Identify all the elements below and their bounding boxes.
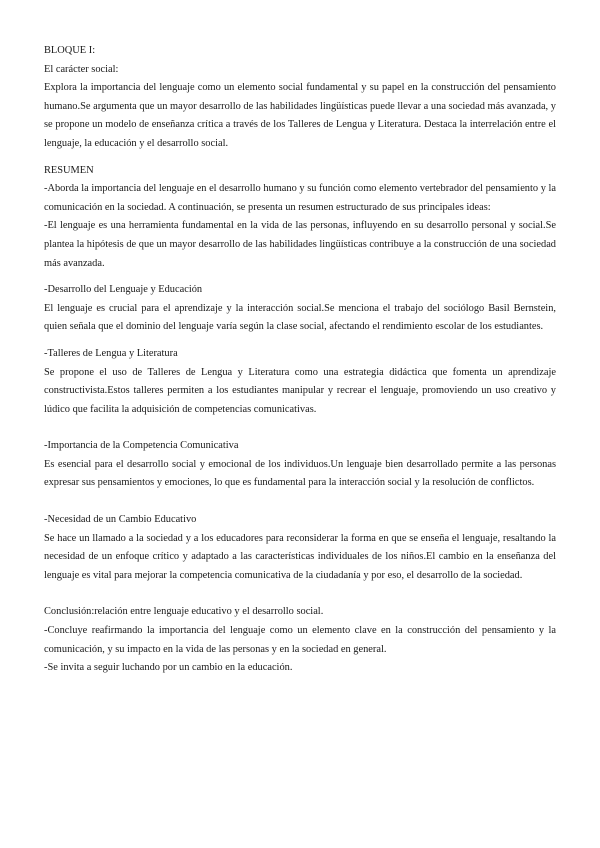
summary-point-paragraph: -El lenguaje es una herramienta fundamental en la vida de las personas, influyendo en su desarrollo personal y social.Se plantea la hipótesis de que un mayor desarrollo de las habilidades lingüísticas contribuye a la construcción de una sociedad más avanzada.: [44, 220, 556, 269]
conclusion-paragraph-1: -Concluye reafirmando la importancia del lenguaje como un elemento clave en la construcción del pensamiento y la comunicación, y su impacto en la vida de las personas y en la sociedad en general.: [44, 625, 556, 655]
section-workshops-paragraph: Se propone el uso de Talleres de Lengua y Literatura como una estrategia didáctica que fomenta un aprendizaje constructivista.Estos talleres permiten a los estudiantes manipular y recrear el lenguaje, promoviendo un uso creativo y lúdico que facilita la adquisición de competencias comunicativas.: [44, 366, 556, 415]
section-educational-change-title: -Necesidad de un Cambio Educativo: [44, 514, 197, 526]
character-title: El carácter social:: [44, 63, 119, 75]
section-communicative-competence-title: -Importancia de la Competencia Comunicativa: [44, 440, 239, 452]
summary-title: RESUMEN: [44, 164, 94, 176]
character-paragraph: Explora la importancia del lenguaje como un elemento social fundamental y su papel en la construcción del pensamiento humano.Se argumenta que un mayor desarrollo de las habilidades lingüísticas puede llevar a una sociedad más avanzada, y se propone un modelo de enseñanza crítica a través de los Talleres de Lengua y Literatura. Destaca la interrelación entre el lenguaje, la educación y el desarrollo social.: [44, 82, 556, 149]
section-educational-change-paragraph: Se hace un llamado a la sociedad y a los educadores para reconsiderar la forma en que se enseña el lenguaje, resaltando la necesidad de un enfoque crítico y adaptado a las características individuales de los niños.El cambio en la enseñanza del lenguaje es vital para mejorar la competencia comunicativa de la ciudadanía y por eso, el desarrollo de la sociedad.: [44, 532, 556, 581]
section-workshops-title: -Talleres de Lengua y Literatura: [44, 347, 178, 359]
block-title: BLOQUE I:: [44, 45, 96, 56]
conclusion-paragraph-2: -Se invita a seguir luchando por un cambio en la educación.: [44, 662, 293, 674]
section-language-education-paragraph: El lenguaje es crucial para el aprendizaje y la interacción social.Se menciona el trabajo del sociólogo Basil Bernstein, quien señala que el dominio del lenguaje varía según la clase social, afectando el rendimiento escolar de los estudiantes.: [44, 302, 556, 333]
document-page: [44, 42, 556, 678]
summary-intro-paragraph: -Aborda la importancia del lenguaje en el desarrollo humano y su función como elemento vertebrador del pensamiento y la comunicación en la sociedad. A continuación, se presenta un resumen estructurado de sus principales ideas:: [44, 183, 556, 213]
section-language-education-title: -Desarrollo del Lenguaje y Educación: [44, 284, 203, 296]
conclusion-title: Conclusión:relación entre lenguaje educativo y el desarrollo social.: [44, 606, 324, 618]
section-communicative-competence-paragraph: Es esencial para el desarrollo social y emocional de los individuos.Un lenguaje bien desarrollado permite a las personas expresar sus pensamientos y emociones, lo que es fundamental para la interacción social y la resolución de conflictos.: [44, 458, 556, 489]
